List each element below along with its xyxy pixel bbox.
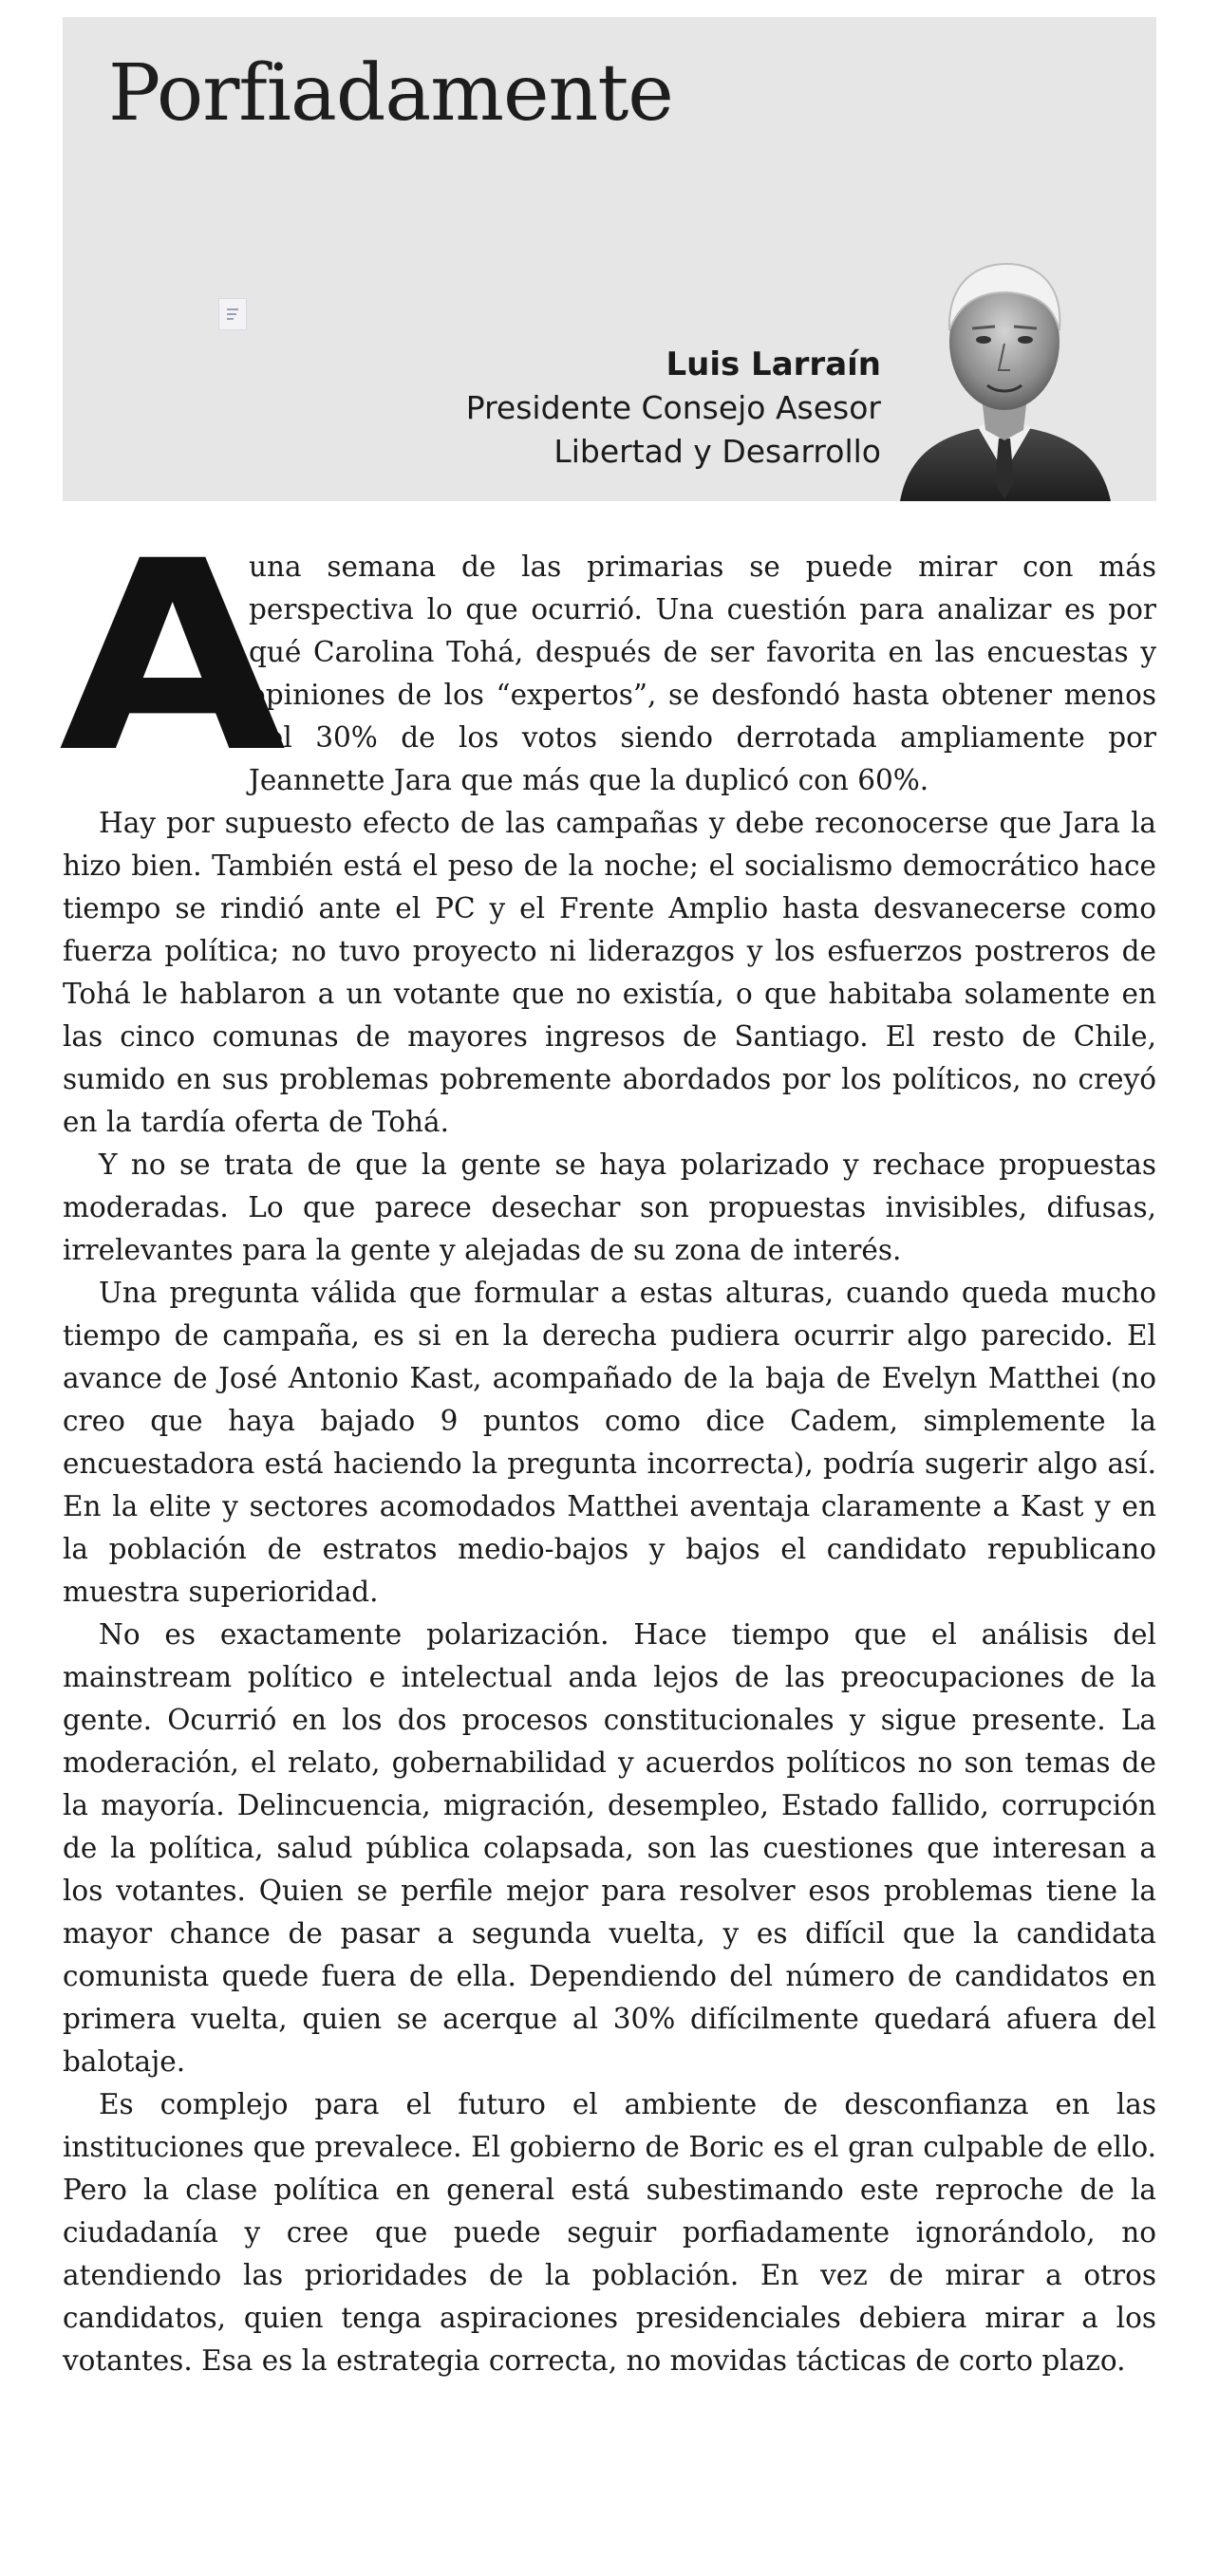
drop-cap: A xyxy=(59,506,287,811)
article-title: Porfiadamente xyxy=(108,48,673,139)
note-icon[interactable] xyxy=(218,298,247,330)
paragraph-1-text: una semana de las primarias se puede mirar con más perspectiva lo que ocurrió. Una cuestión para analizar es por qué Carolina Tohá, después de ser favorita en las encuestas y opiniones de los “expertos”, se desfondó hasta obtener menos del 30% de los votos siendo derrotada ampliamente por Jeannette Jara que más que la duplicó con 60%. xyxy=(249,551,1156,796)
article-body xyxy=(59,506,1156,2382)
paragraph-4: Una pregunta válida que formular a estas alturas, cuando queda mucho tiempo de campaña, es si en la derecha pudiera ocurrir algo parecido. El avance de José Antonio Kast, acompañado de la baja de Evelyn Matthei (no creo que haya bajado 9 puntos como dice Cadem, simplemente la encuestadora está haciendo la pregunta incorrecta), podría sugerir algo así. En la elite y sectores acomodados Matthei aventaja claramente a Kast y en la población de estratos medio-bajos y bajos el candidato republicano muestra superioridad. xyxy=(63,1277,1156,1608)
author-name: Luis Larraín xyxy=(666,345,881,383)
paragraph-3: Y no se trata de que la gente se haya polarizado y rechace propuestas moderadas. Lo que parece desechar son propuestas invisibles, difusas, irrelevantes para la gente y alejadas de su zona de interés. xyxy=(63,1148,1156,1266)
paragraph-2: Hay por supuesto efecto de las campañas y debe reconocerse que Jara la hizo bien. También está el peso de la noche; el socialismo democrático hace tiempo se rindió ante el PC y el Frente Amplio hasta desvanecerse como fuerza política; no tuvo proyecto ni liderazgos y los esfuerzos postreros de Tohá le hablaron a un votante que no existía, o que habitaba solamente en las cinco comunas de mayores ingresos de Santiago. El resto de Chile, sumido en sus problemas pobremente abordados por los políticos, no creyó en la tardía oferta de Tohá. xyxy=(63,807,1156,1138)
author-role-line2: Libertad y Desarrollo xyxy=(553,433,881,470)
paragraph-1 xyxy=(59,506,1156,811)
paragraph-5: No es exactamente polarización. Hace tiempo que el análisis del mainstream político e intelectual anda lejos de las preocupaciones de la gente. Ocurrió en los dos procesos constitucionales y sigue presente. La moderación, el relato, gobernabilidad y acuerdos políticos no son temas de la mayoría. Delincuencia, migración, desempleo, Estado fallido, corrupción de la política, salud pública colapsada, son las cuestiones que interesan a los votantes. Quien se perfile mejor para resolver esos problemas tiene la mayor chance de pasar a segunda vuelta, y es difícil que la candidata comunista quede fuera de ella. Dependiendo del número de candidatos en primera vuelta, quien se acerque al 30% difícilmente quedará afuera del balotaje. xyxy=(63,1618,1156,2078)
article-header xyxy=(63,17,1156,501)
author-portrait xyxy=(891,235,1118,501)
byline xyxy=(466,343,881,474)
paragraph-6: Es complejo para el futuro el ambiente de desconfianza en las instituciones que prevalece. El gobierno de Boric es el gran culpable de ello. Pero la clase política en general está subestimando este reproche de la ciudadanía y cree que puede seguir porfiadamente ignorándolo, no atendiendo las prioridades de la población. En vez de mirar a otros candidatos, quien tenga aspiraciones presidenciales debiera mirar a los votantes. Esa es la estrategia correcta, no movidas tácticas de corto plazo. xyxy=(63,2088,1156,2377)
author-role-line1: Presidente Consejo Asesor xyxy=(465,389,881,426)
